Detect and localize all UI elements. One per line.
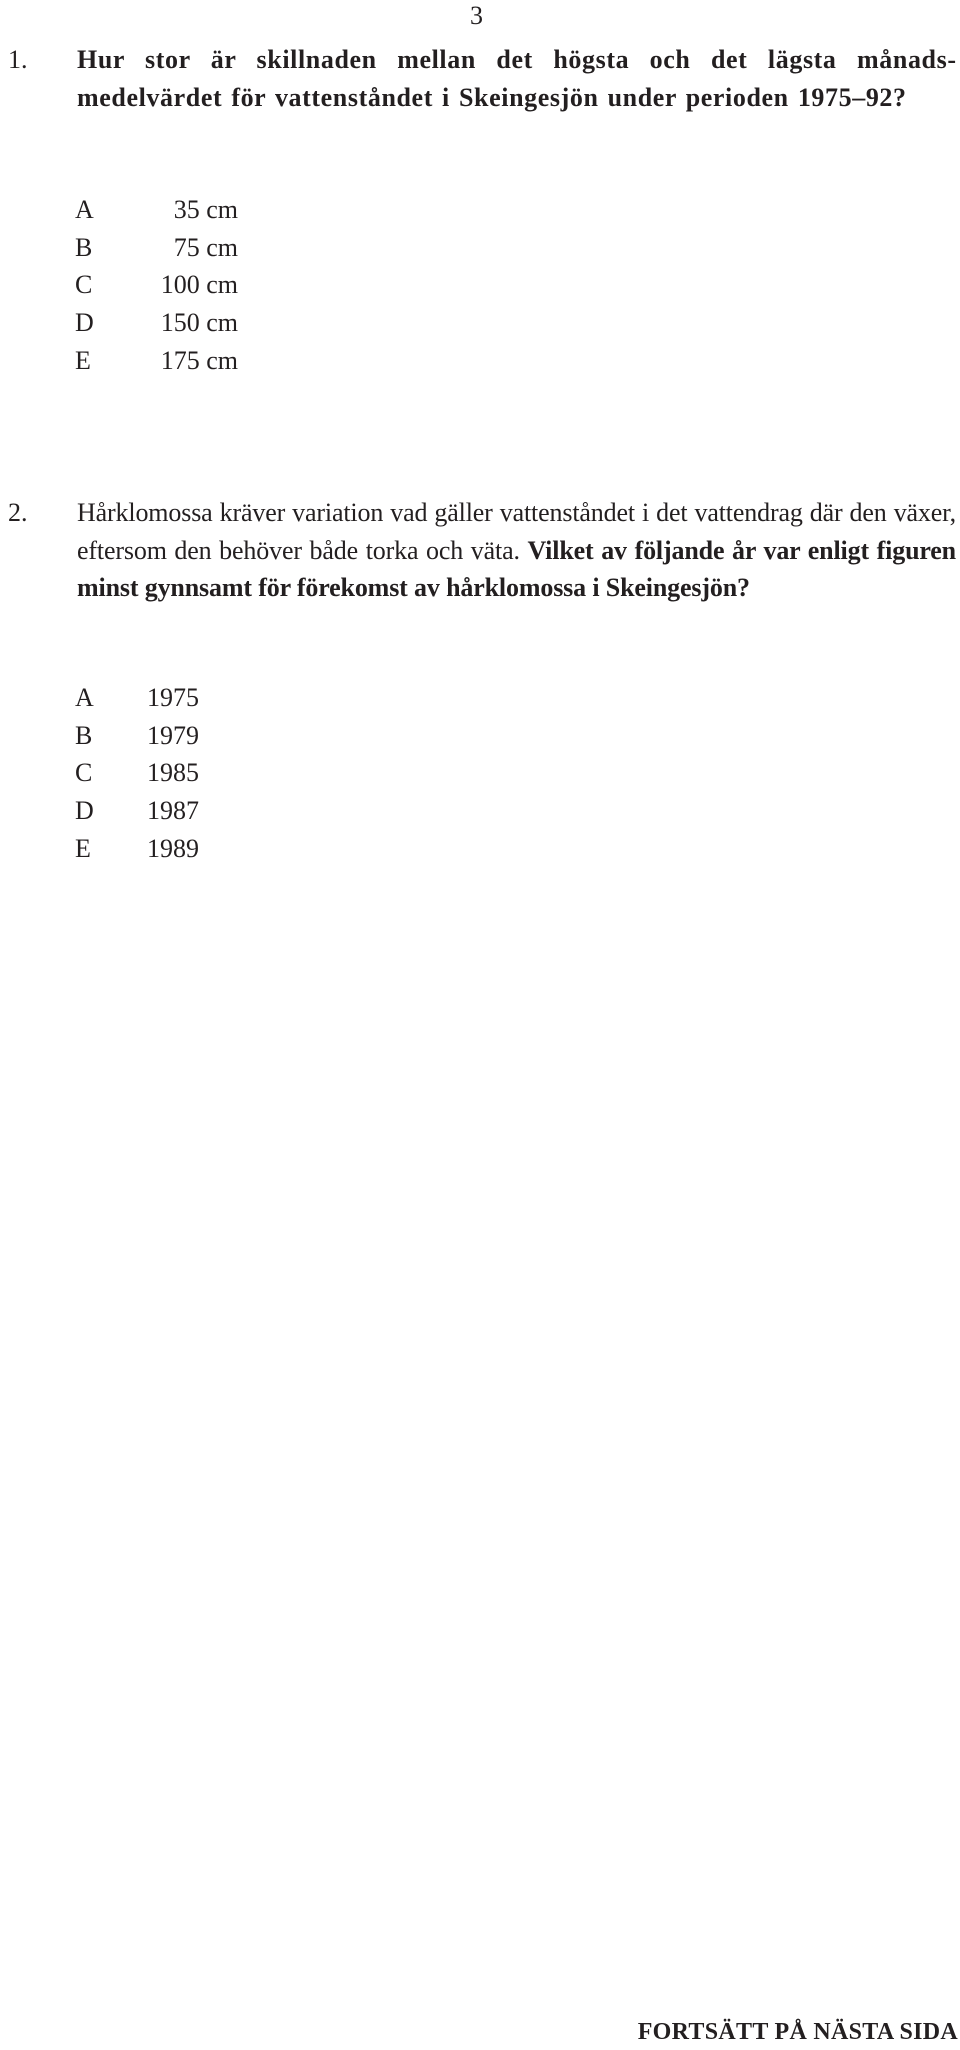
option-letter: E (75, 345, 91, 375)
question-2-text-bold: Vilket av följande år var enligt figuren minst gynnsamt för förekomst av hårklomossa i Skeingesjön? (77, 535, 956, 602)
question-2-text-plain: Hårklomossa kräver variation vad gäller vattenståndet i det vattendrag där den växer, eftersom den behöver både torka och väta. (77, 498, 956, 565)
page-number: 3 (470, 1, 483, 30)
question-1-text: Hur stor är skillnaden mellan det högsta och det lägsta månadsmedelvärdet för vattenståndet i Skeingesjön under perioden 1975–92? (77, 45, 956, 112)
option-letter: C (75, 758, 93, 788)
continue-next-page-footer: FORTSÄTT PÅ NÄSTA SIDA (637, 2019, 958, 2045)
option-letter: D (75, 796, 94, 826)
question-1-number: 1. (8, 45, 28, 74)
option-letter: A (75, 195, 94, 224)
option-letter: A (75, 683, 94, 712)
question-2-number: 2. (8, 498, 28, 527)
option-value: 1989 (147, 833, 199, 863)
option-value: 1979 (147, 720, 199, 750)
option-value: 1987 (147, 796, 199, 826)
question-2-text (77, 494, 956, 607)
option-letter: E (75, 833, 91, 863)
option-value: 1985 (147, 758, 199, 788)
option-value: 175 cm (160, 345, 238, 375)
option-value: 35 cm (173, 195, 238, 224)
option-value: 75 cm (173, 232, 238, 262)
option-value: 1975 (147, 683, 199, 712)
option-letter: C (75, 270, 93, 300)
option-value: 100 cm (160, 270, 238, 300)
option-letter: D (75, 308, 94, 338)
option-value: 150 cm (160, 308, 238, 338)
option-letter: B (75, 720, 93, 750)
option-letter: B (75, 232, 93, 262)
